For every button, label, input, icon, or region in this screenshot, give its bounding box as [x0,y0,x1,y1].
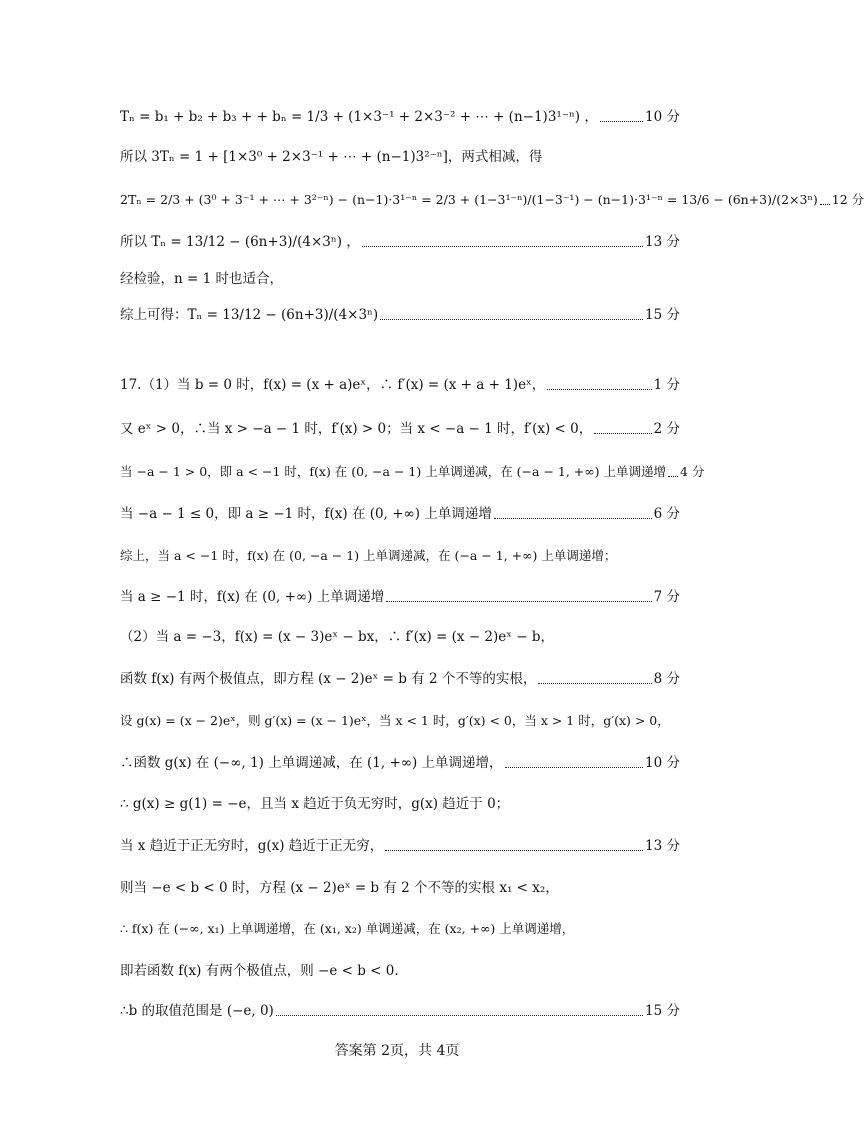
solution-line [120,835,680,857]
score-mark: 6 分 [653,506,680,522]
solution-line [120,231,680,253]
score-mark: 1 分 [653,377,680,393]
score-mark: 15 分 [645,307,680,323]
line-text: 函数 f(x) 有两个极值点，即方程 (x − 2)eˣ = b 有 2 个不等的实根， [120,671,537,687]
line-text: ∴b 的取值范围是 (−e, 0) [120,1003,274,1019]
dotted-leader [600,120,643,122]
score-mark: 2 分 [653,421,680,437]
line-text: 当 x 趋近于正无穷时，g(x) 趋近于正无穷， [120,838,384,854]
page-footer: 答案第 2页，共 4页 [334,1043,460,1059]
line-text: 当 −a − 1 ≤ 0，即 a ≥ −1 时，f(x) 在 (0, +∞) 上单调递增 [120,506,492,522]
dotted-leader [380,318,643,320]
line-text: 即若函数 f(x) 有两个极值点，则 −e < b < 0. [120,963,399,979]
dotted-leader [820,203,830,205]
solution-line [120,189,864,211]
solution-line [120,461,705,483]
dotted-leader [668,475,678,477]
solution-line [120,877,680,899]
solution-line [120,586,680,608]
score-mark: 4 分 [680,464,705,479]
line-text: 设 g(x) = (x − 2)eˣ，则 g′(x) = (x − 1)eˣ，当 x < 1 时，g′(x) < 0，当 x > 1 时，g′(x) > 0， [120,713,670,728]
line-text: 当 −a − 1 > 0，即 a < −1 时，f(x) 在 (0, −a − 1) 上单调递减，在 (−a − 1, +∞) 上单调递增 [120,464,667,479]
solution-line [120,545,680,567]
line-text: （2）当 a = −3，f(x) = (x − 3)eˣ − bx，∴ f′(x) = (x − 2)eˣ − b， [120,629,555,645]
solution-line [120,503,680,525]
solution-line [120,960,680,982]
dotted-leader [362,245,643,247]
dotted-leader [494,517,652,519]
score-mark: 12 分 [831,192,864,207]
dotted-leader [385,849,643,851]
solution-line [120,106,680,128]
solution-line [120,304,680,326]
score-mark: 13 分 [645,234,680,250]
solution-line [120,710,680,732]
line-text: 综上，当 a < −1 时，f(x) 在 (0, −a − 1) 上单调递减，在 (−a − 1, +∞) 上单调递增； [120,548,617,563]
line-text: 综上可得：Tₙ = 13/12 − (6n+3)/(4×3ⁿ) [120,307,379,323]
line-text: Tₙ = b₁ + b₂ + b₃ + + bₙ = 1/3 + (1×3⁻¹ + 2×3⁻² + ⋯ + (n−1)3¹⁻ⁿ) ， [120,109,598,125]
solution-line [120,752,680,774]
solution-line [120,146,680,168]
line-text: 当 a ≥ −1 时，f(x) 在 (0, +∞) 上单调递增 [120,589,385,605]
line-text: 所以 Tₙ = 13/12 − (6n+3)/(4×3ⁿ) ， [120,234,360,250]
score-mark: 10 分 [645,109,680,125]
line-text: 17.（1）当 b = 0 时，f(x) = (x + a)eˣ，∴ f′(x) = (x + a + 1)eˣ， [120,377,546,393]
solution-line [120,374,680,396]
line-text: 又 eˣ > 0，∴当 x > −a − 1 时，f′(x) > 0；当 x < −a − 1 时，f′(x) < 0， [120,421,593,437]
score-mark: 15 分 [645,1003,680,1019]
score-mark: 7 分 [653,589,680,605]
line-text: 2Tₙ = 2/3 + (3⁰ + 3⁻¹ + ⋯ + 3²⁻ⁿ) − (n−1)·3¹⁻ⁿ = 2/3 + (1−3¹⁻ⁿ)/(1−3⁻¹) − (n−1)·3¹⁻ⁿ = 13/6 − (6n+3)/(2×3ⁿ) [120,192,818,207]
dotted-leader [276,1014,643,1016]
dotted-leader [547,388,651,390]
solution-line [120,793,680,815]
solution-line [120,268,680,290]
solution-line [120,626,680,648]
score-mark: 13 分 [645,838,680,854]
dotted-leader [505,766,643,768]
line-text: ∴ f(x) 在 (−∞, x₁) 上单调递增，在 (x₁, x₂) 单调递减，在 (x₂, +∞) 上单调递增， [120,921,575,936]
dotted-leader [386,600,651,602]
dotted-leader [538,682,651,684]
score-mark: 8 分 [653,671,680,687]
line-text: ∴函数 g(x) 在 (−∞, 1) 上单调递减，在 (1, +∞) 上单调递增， [120,755,503,771]
dotted-leader [594,432,651,434]
solution-line [120,418,680,440]
line-text: 则当 −e < b < 0 时，方程 (x − 2)eˣ = b 有 2 个不等的实根 x₁ < x₂， [120,880,559,896]
score-mark: 10 分 [645,755,680,771]
solution-line [120,1000,680,1022]
solution-line [120,918,680,940]
line-text: ∴ g(x) ≥ g(1) = −e，且当 x 趋近于负无穷时，g(x) 趋近于 0； [120,796,510,812]
line-text: 所以 3Tₙ = 1 + [1×3⁰ + 2×3⁻¹ + ⋯ + (n−1)3²⁻ⁿ]，两式相减，得 [120,149,543,165]
line-text: 经检验，n = 1 时也适合， [120,271,283,287]
solution-line [120,668,680,690]
